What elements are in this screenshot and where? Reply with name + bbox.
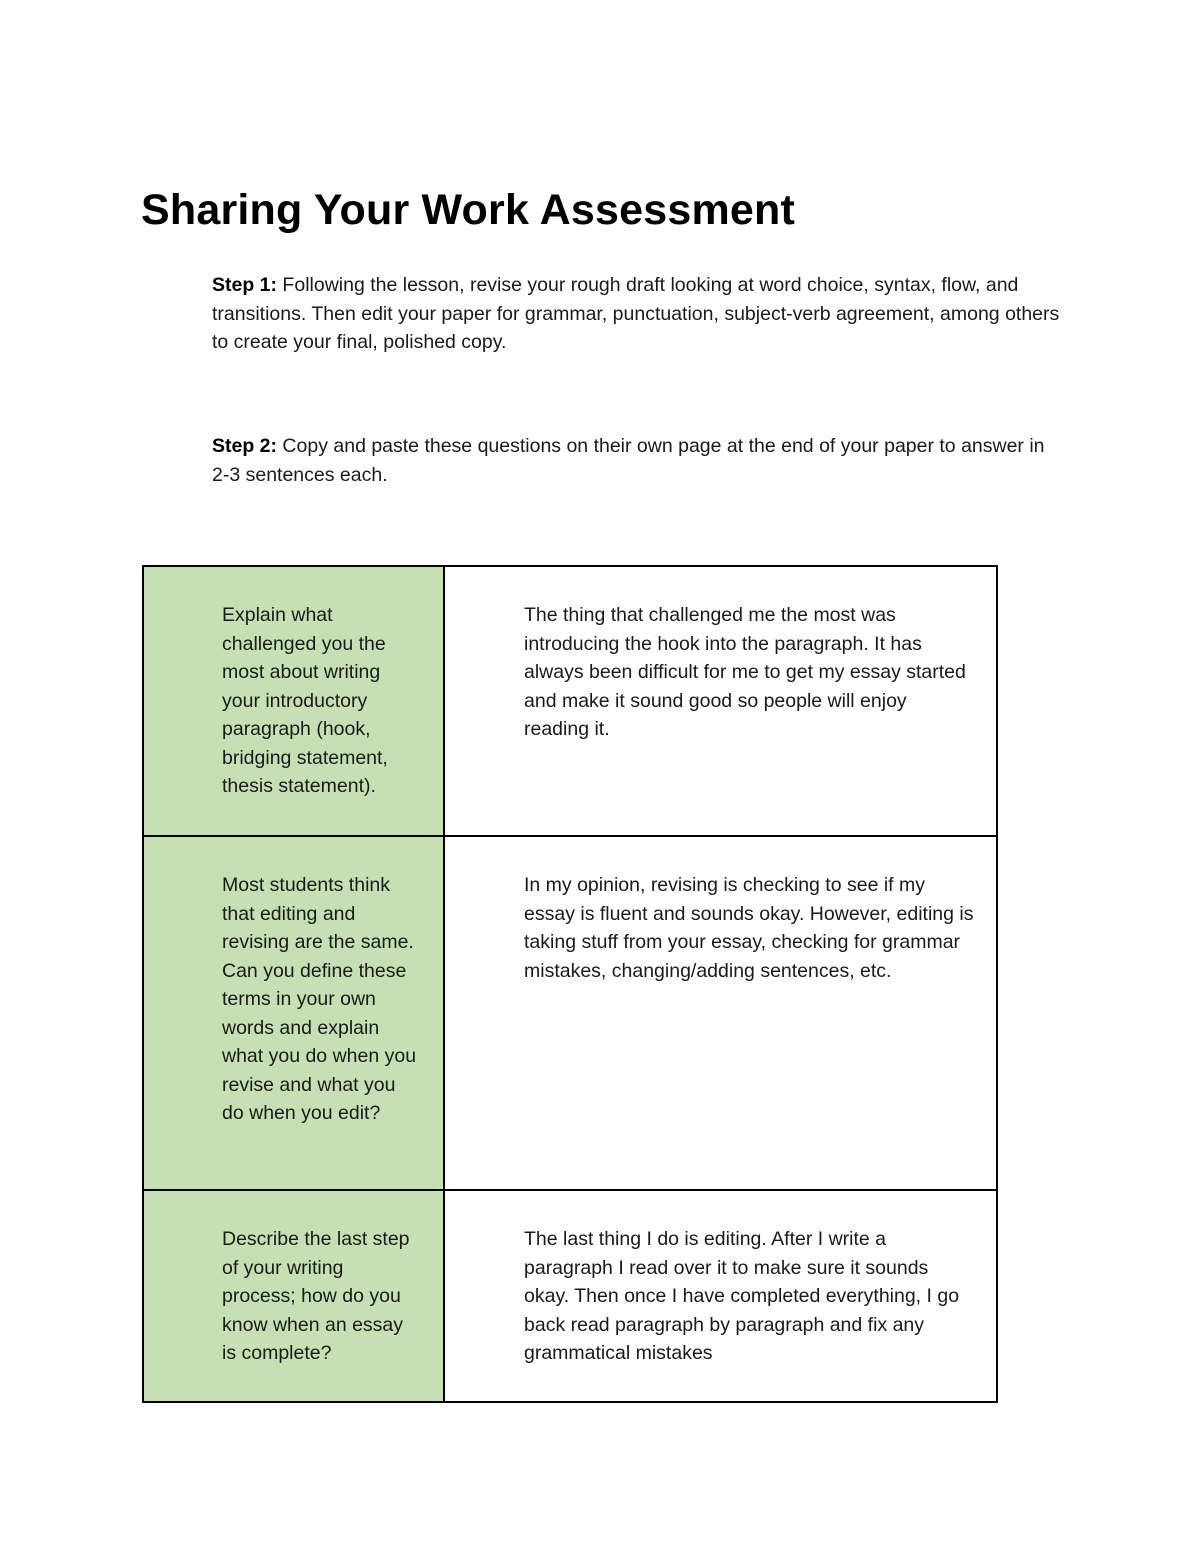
step-2-instruction	[212, 432, 1062, 489]
table-row	[143, 836, 997, 1190]
table-row	[143, 566, 997, 836]
step-1-label: Step 1:	[212, 274, 278, 296]
question-cell	[143, 566, 444, 836]
step-2-text: Copy and paste these questions on their own page at the end of your paper to answer in 2-3 sentences each.	[212, 435, 1045, 486]
answer-cell	[444, 836, 997, 1190]
answer-text: The thing that challenged me the most was introducing the hook into the paragraph. It has always been difficult for me to get my essay started and make it sound good so people will enjoy reading it.	[524, 604, 966, 740]
question-cell	[143, 836, 444, 1190]
step-2-label: Step 2:	[212, 435, 278, 457]
step-1-instruction	[212, 271, 1062, 357]
answer-cell	[444, 1190, 997, 1402]
question-text: Explain what challenged you the most about writing your introductory paragraph (hook, bridging statement, thesis statement).	[222, 604, 388, 797]
answer-cell	[444, 566, 997, 836]
table-row	[143, 1190, 997, 1402]
step-1-text: Following the lesson, revise your rough draft looking at word choice, syntax, flow, and transitions. Then edit your paper for grammar, punctuation, subject-verb agreement, among others to create your final, polished copy.	[212, 274, 1060, 353]
question-cell	[143, 1190, 444, 1402]
reflection-table	[142, 565, 998, 1403]
question-text: Describe the last step of your writing process; how do you know when an essay is complete?	[222, 1228, 410, 1364]
question-text: Most students think that editing and revising are the same. Can you define these terms in your own words and explain what you do when you revise and what you do when you edit?	[222, 874, 417, 1124]
answer-text: The last thing I do is editing. After I write a paragraph I read over it to make sure it sounds okay. Then once I have completed everything, I go back read paragraph by paragraph and fix any grammatical mistakes	[524, 1228, 960, 1364]
answer-text: In my opinion, revising is checking to see if my essay is fluent and sounds okay. However, editing is taking stuff from your essay, checking for grammar mistakes, changing/adding sentences, etc.	[524, 874, 974, 982]
page-title: Sharing Your Work Assessment	[141, 186, 795, 234]
